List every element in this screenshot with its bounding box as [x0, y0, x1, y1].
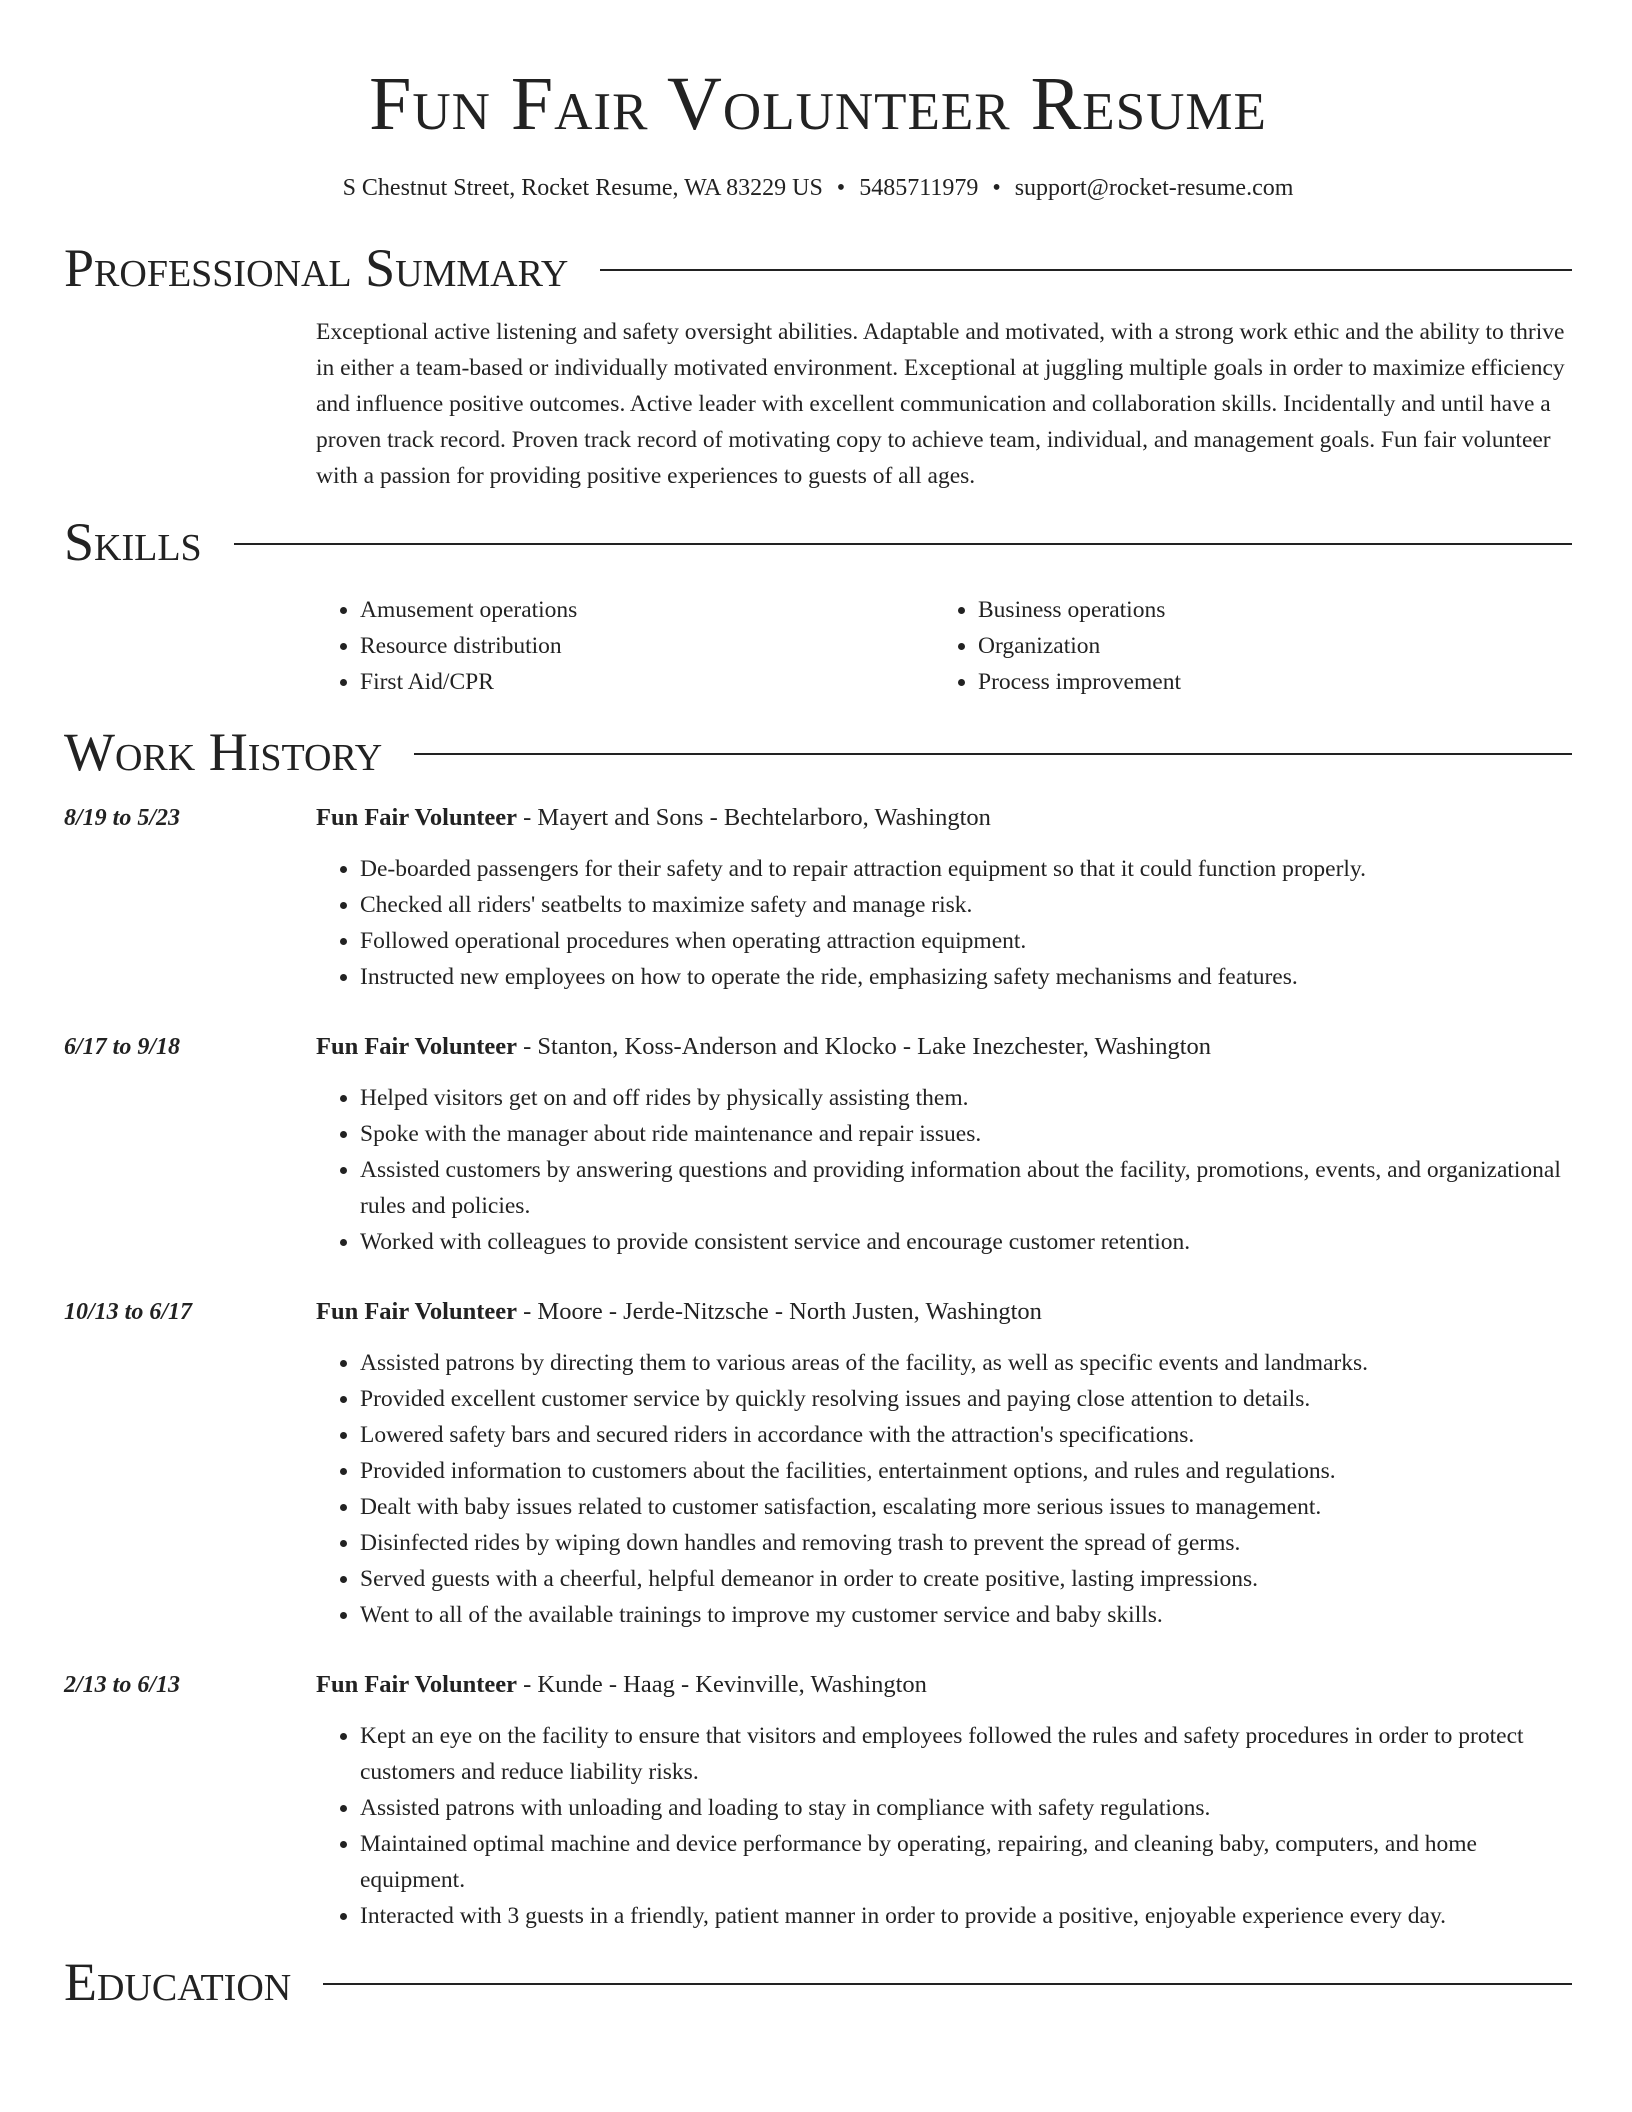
job-dates: 8/19 to 5/23 — [64, 805, 181, 831]
skill-item: • Organization — [978, 628, 1552, 664]
skill-item: • Resource distribution — [360, 628, 934, 664]
job-bullet: • Assisted patrons by directing them to various areas of the facility, as well as specific events and landmarks. — [360, 1345, 1572, 1381]
job-entry — [64, 1029, 1572, 1260]
skill-item: • First Aid/CPR — [360, 664, 934, 700]
job-body — [316, 1667, 1572, 1934]
job-bullet: • Kept an eye on the facility to ensure that visitors and employees followed the rules and safety procedures in order to protect customers and reduce liability risks. — [360, 1718, 1572, 1790]
job-role: Fun Fair Volunteer — [316, 1033, 518, 1060]
job-bullet: • Provided information to customers about the facilities, entertainment options, and rules and regulations. — [360, 1453, 1572, 1489]
job-employer: - Kunde - Haag - Kevinville, Washington — [517, 1671, 927, 1698]
job-heading — [316, 1029, 1572, 1065]
contact-separator: • — [836, 175, 846, 201]
skills-column-right — [934, 592, 1552, 700]
job-bullet: • Worked with colleagues to provide consistent service and encourage customer retention. — [360, 1224, 1572, 1260]
job-entry — [64, 800, 1572, 995]
section-divider — [600, 269, 1572, 271]
summary-heading: Professional Summary — [64, 238, 569, 298]
job-bullet: • Disinfected rides by wiping down handles and removing trash to prevent the spread of germs. — [360, 1525, 1572, 1561]
job-bullet: • Helped visitors get on and off rides by physically assisting them. — [360, 1080, 1572, 1116]
work-heading: Work History — [64, 722, 383, 782]
summary-section-header — [64, 238, 1572, 298]
job-bullet: • Provided excellent customer service by quickly resolving issues and paying close attention to details. — [360, 1381, 1572, 1417]
job-entry — [64, 1294, 1572, 1633]
job-bullet: • Assisted patrons with unloading and loading to stay in compliance with safety regulations. — [360, 1790, 1572, 1826]
job-bullet: • De-boarded passengers for their safety and to repair attraction equipment so that it could function properly. — [360, 851, 1572, 887]
skills-heading: Skills — [64, 512, 202, 572]
job-dates: 2/13 to 6/13 — [64, 1672, 181, 1698]
contact-phone: 5485711979 — [859, 175, 979, 201]
summary-text: Exceptional active listening and safety oversight abilities. Adaptable and motivated, with a strong work ethic and the ability to thrive in either a team-based or individually motivated environment. Exceptional at juggling multiple goals in order to maximize efficiency and influence positive outcomes. Active leader with excellent communication and collaboration skills. Incidentally and until have a proven track record. Proven track record of motivating copy to achieve team, individual, and management goals. Fun fair volunteer with a passion for providing positive experiences to guests of all ages. — [316, 319, 1565, 489]
job-body — [316, 800, 1572, 995]
job-dates: 10/13 to 6/17 — [64, 1299, 193, 1325]
job-bullet: • Interacted with 3 guests in a friendly, patient manner in order to provide a positive, enjoyable experience every day. — [360, 1898, 1572, 1934]
job-bullet: • Served guests with a cheerful, helpful demeanor in order to create positive, lasting impressions. — [360, 1561, 1572, 1597]
resume-title: Fun Fair Volunteer Resume — [369, 62, 1267, 146]
job-employer: - Moore - Jerde-Nitzsche - North Justen, Washington — [517, 1298, 1042, 1325]
contact-separator: • — [992, 175, 1001, 201]
education-heading: Education — [64, 1952, 292, 2012]
job-bullets — [316, 1345, 1572, 1633]
contact-address: S Chestnut Street, Rocket Resume, WA 83229 US — [342, 175, 823, 201]
job-bullet: • Maintained optimal machine and device performance by operating, repairing, and cleaning baby, computers, and home equipment. — [360, 1826, 1572, 1898]
job-entry — [64, 1667, 1572, 1934]
job-bullet: • Lowered safety bars and secured riders in accordance with the attraction's specifications. — [360, 1417, 1572, 1453]
skills-section-header — [64, 512, 1572, 572]
skills-list — [316, 592, 1572, 700]
job-bullet: • Spoke with the manager about ride maintenance and repair issues. — [360, 1116, 1572, 1152]
job-role: Fun Fair Volunteer — [316, 804, 518, 831]
job-body — [316, 1029, 1572, 1260]
skills-column-left — [316, 592, 934, 700]
skill-item: • Business operations — [978, 592, 1552, 628]
job-bullet: • Followed operational procedures when operating attraction equipment. — [360, 923, 1572, 959]
skill-item: • Process improvement — [978, 664, 1552, 700]
job-body — [316, 1294, 1572, 1633]
job-bullets — [316, 1718, 1572, 1934]
job-bullet: • Dealt with baby issues related to customer satisfaction, escalating more serious issues to management. — [360, 1489, 1572, 1525]
contact-line — [64, 172, 1572, 204]
job-bullet: • Went to all of the available trainings to improve my customer service and baby skills. — [360, 1597, 1572, 1633]
job-employer: - Mayert and Sons - Bechtelarboro, Washington — [517, 804, 991, 831]
resume-page — [64, 0, 1572, 2012]
job-bullet: • Instructed new employees on how to operate the ride, emphasizing safety mechanisms and features. — [360, 959, 1572, 995]
job-bullets — [316, 1080, 1572, 1260]
section-divider — [234, 543, 1572, 545]
job-role: Fun Fair Volunteer — [316, 1671, 518, 1698]
job-bullets — [316, 851, 1572, 995]
job-employer: - Stanton, Koss-Anderson and Klocko - Lake Inezchester, Washington — [517, 1033, 1212, 1060]
job-heading — [316, 1667, 1572, 1703]
job-bullet: • Assisted customers by answering questions and providing information about the facility, promotions, events, and organizational rules and policies. — [360, 1152, 1572, 1224]
job-bullet: • Checked all riders' seatbelts to maximize safety and manage risk. — [360, 887, 1572, 923]
work-section-header — [64, 722, 1572, 782]
section-divider — [414, 753, 1572, 755]
job-role: Fun Fair Volunteer — [316, 1298, 518, 1325]
job-dates: 6/17 to 9/18 — [64, 1034, 181, 1060]
job-heading — [316, 1294, 1572, 1330]
contact-email: support@rocket-resume.com — [1014, 175, 1294, 201]
section-divider — [323, 1983, 1572, 1985]
skill-item: • Amusement operations — [360, 592, 934, 628]
job-heading — [316, 800, 1572, 836]
education-section-header — [64, 1952, 1572, 2012]
